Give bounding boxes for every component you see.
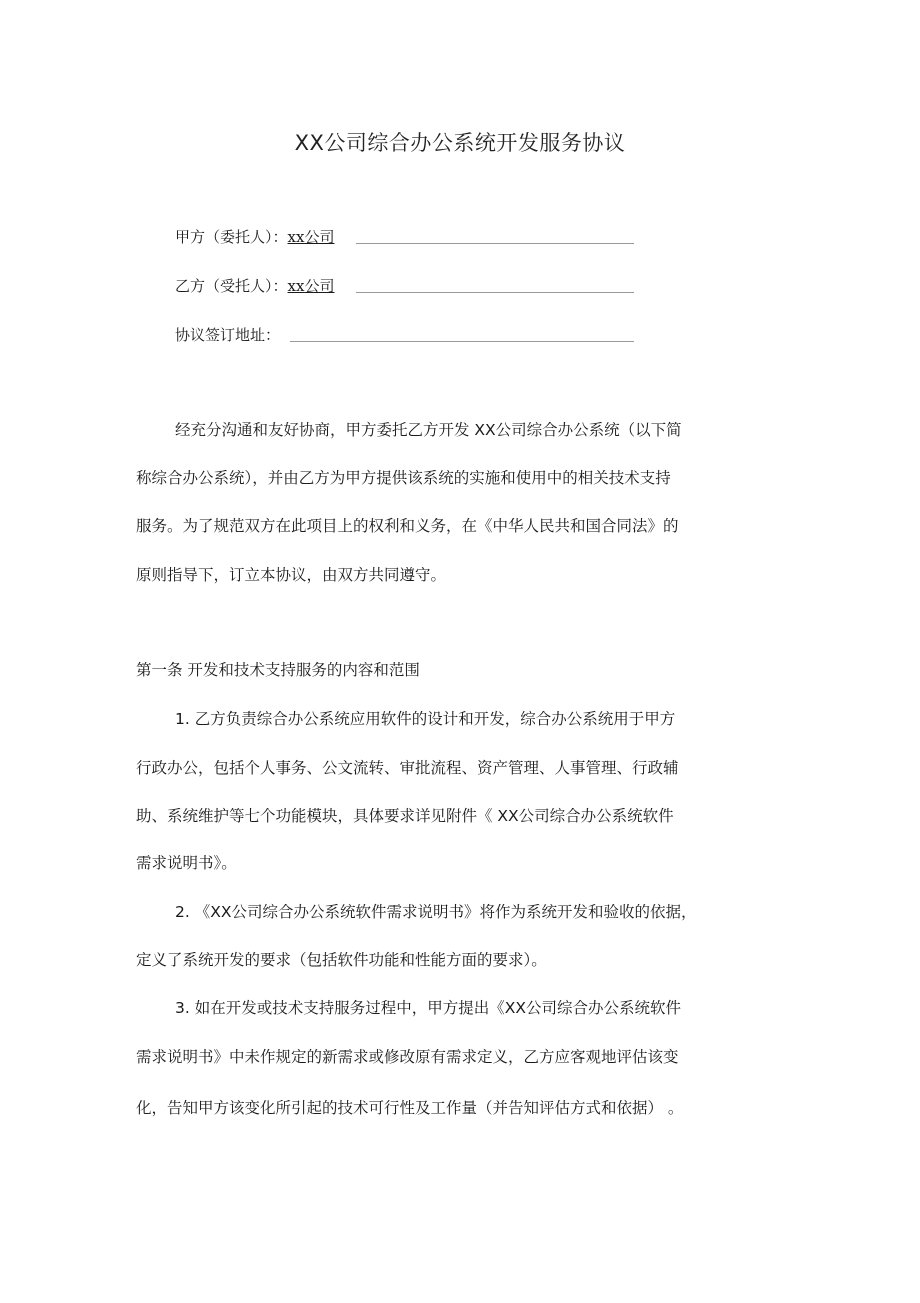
clause-2-line: 定义了系统开发的要求（包括软件功能和性能方面的要求）。 bbox=[136, 951, 547, 969]
preamble-line: 原则指导下，订立本协议，由双方共同遵守。 bbox=[136, 566, 447, 584]
clause-1-line: 需求说明书》。 bbox=[136, 854, 237, 872]
party-a-label: 甲方（委托人）： bbox=[175, 228, 288, 246]
party-b-value-cjk: 公司 bbox=[304, 277, 335, 295]
clause-2-line: 2. 《XX公司综合办公系统软件需求说明书》将作为系统开发和验收的依据， bbox=[175, 903, 697, 921]
signing-address-label: 协议签订地址： bbox=[175, 326, 281, 344]
clause-1-line: 1. 乙方负责综合办公系统应用软件的设计和开发，综合办公系统用于甲方 bbox=[175, 710, 676, 728]
clause-3-line: 需求说明书》中未作规定的新需求或修改原有需求定义，乙方应客观地评估该变 bbox=[136, 1048, 679, 1066]
clause-1-line: 行政办公，包括个人事务、公文流转、审批流程、资产管理、人事管理、行政辅 bbox=[136, 759, 679, 777]
party-b-label: 乙方（受托人）： bbox=[175, 277, 288, 295]
preamble-line: 称综合办公系统），并由乙方为甲方提供该系统的实施和使用中的相关技术支持 bbox=[136, 469, 671, 487]
clause-1-line: 助、系统维护等七个功能模块，具体要求详见附件《 XX公司综合办公系统软件 bbox=[136, 807, 674, 825]
party-a-value-latin: xx bbox=[287, 228, 305, 246]
clause-3-line: 化，告知甲方该变化所引起的技术可行性及工作量（并告知评估方式和依据） 。 bbox=[136, 1099, 684, 1117]
party-a-value-cjk: 公司 bbox=[304, 228, 335, 246]
party-a-field bbox=[175, 226, 334, 248]
party-b-underline bbox=[356, 292, 634, 293]
signing-address-underline bbox=[290, 341, 634, 342]
preamble-line: 经充分沟通和友好协商，甲方委托乙方开发 XX公司综合办公系统（以下简 bbox=[175, 421, 682, 439]
signing-address-field bbox=[175, 324, 280, 346]
party-b-field bbox=[175, 275, 334, 297]
party-b-value bbox=[288, 275, 335, 297]
preamble-line: 服务。为了规范双方在此项目上的权利和义务，在《中华人民共和国合同法》的 bbox=[136, 517, 679, 535]
section-heading: 第一条 开发和技术支持服务的内容和范围 bbox=[136, 661, 420, 679]
party-a-underline bbox=[356, 243, 634, 244]
party-b-value-latin: xx bbox=[287, 277, 305, 295]
party-a-value bbox=[288, 226, 335, 248]
document-title: XX公司综合办公系统开发服务协议 bbox=[294, 131, 626, 155]
clause-3-line: 3. 如在开发或技术支持服务过程中，甲方提出《XX公司综合办公系统软件 bbox=[175, 999, 681, 1017]
